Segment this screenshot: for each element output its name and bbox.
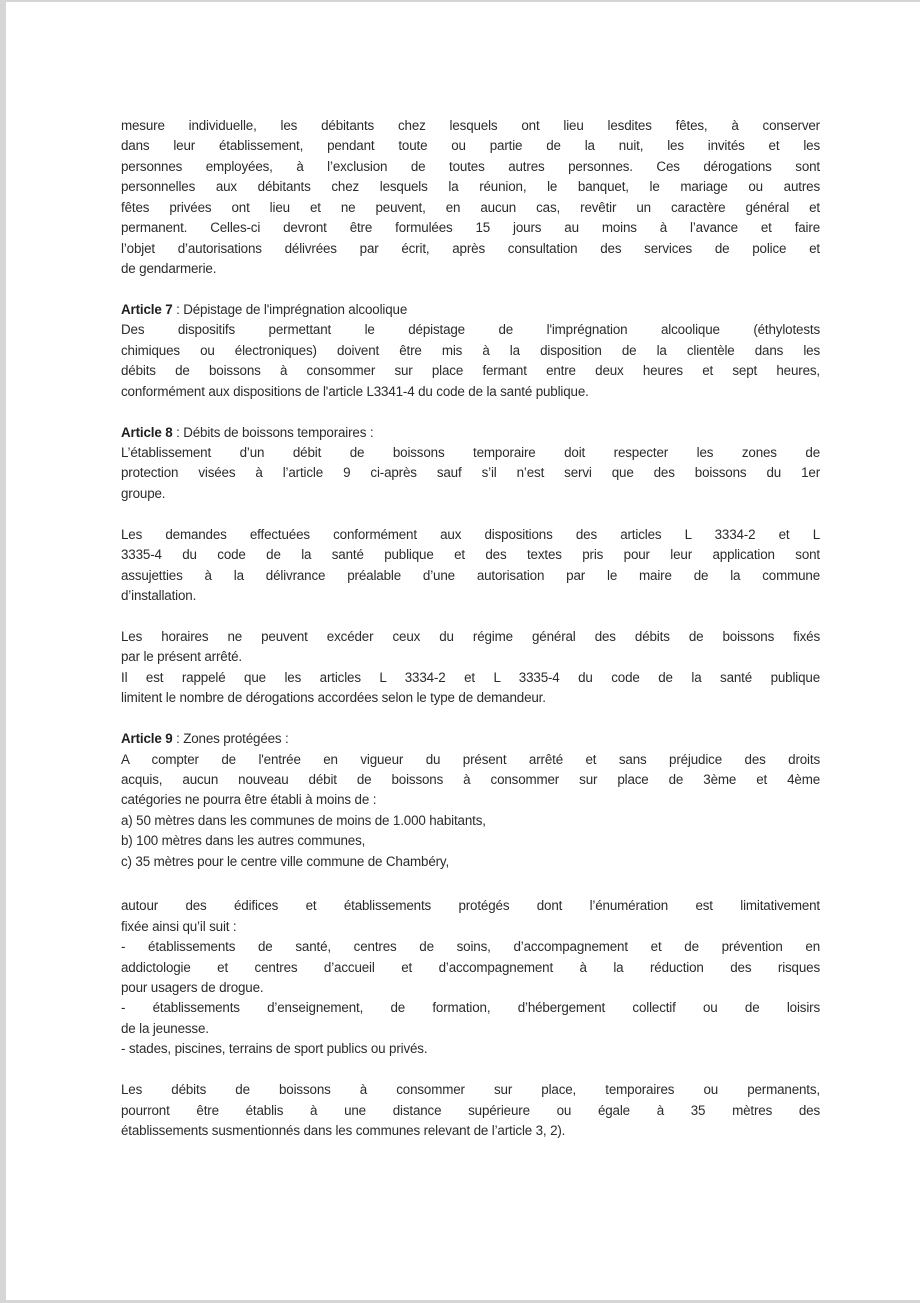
- article-8-heading: [121, 423, 820, 443]
- paragraph-spacer: [121, 402, 820, 422]
- article-7-heading: [121, 300, 820, 320]
- article-8-title: : Débits de boissons temporaires :: [172, 424, 374, 440]
- distance-item: b) 100 mètres dans les autres communes,: [121, 833, 366, 849]
- paragraph-intro: [121, 116, 820, 280]
- text-line: par le présent arrêté.: [121, 649, 243, 665]
- document-body: [121, 116, 820, 1141]
- text-line: A compter de l'entrée en vigueur du présent arrêté et sans préjudice des droits: [121, 751, 820, 767]
- text-line: 3335-4 du code de la santé publique et des textes pris pour leur application sont: [121, 547, 820, 563]
- protected-list-item: de la jeunesse.: [121, 1020, 209, 1036]
- text-line: dans leur établissement, pendant toute ou partie de la nuit, les invités et les: [121, 138, 820, 154]
- text-line: personnelles aux débitants chez lesquels la réunion, le banquet, le mariage ou autres: [121, 179, 820, 195]
- text-line: mesure individuelle, les débitants chez lesquels ont lieu lesdites fêtes, à conserver: [121, 118, 820, 133]
- text-line: limitent le nombre de dérogations accordées selon le type de demandeur.: [121, 690, 546, 706]
- protected-list-item: - établissements d’enseignement, de formation, d’hébergement collectif ou de loisirs: [121, 1000, 820, 1016]
- text-line: autour des édifices et établissements protégés dont l’énumération est limitativement: [121, 898, 820, 914]
- text-line: d’installation.: [121, 588, 197, 604]
- distance-item: c) 35 mètres pour le centre ville commune de Chambéry,: [121, 853, 450, 869]
- protected-list-item: - établissements de santé, centres de soins, d’accompagnement et de prévention en: [121, 939, 820, 955]
- text-line: établissements susmentionnés dans les communes relevant de l’article 3, 2).: [121, 1123, 566, 1138]
- text-line: catégories ne pourra être établi à moins de :: [121, 792, 377, 808]
- text-line: groupe.: [121, 485, 166, 501]
- distance-item: a) 50 mètres dans les communes de moins de 1.000 habitants,: [121, 812, 486, 828]
- article-8-label: Article 8: [121, 424, 173, 440]
- article-9-title: : Zones protégées :: [172, 731, 289, 747]
- text-line: fixée ainsi qu’il suit :: [121, 918, 237, 934]
- document-page: [6, 2, 920, 1300]
- protected-list-item: addictologie et centres d’accueil et d’accompagnement à la réduction des risques: [121, 959, 820, 975]
- text-line: L’établissement d’un débit de boissons temporaire doit respecter les zones de: [121, 445, 820, 460]
- protected-list-item: - stades, piscines, terrains de sport publics ou privés.: [121, 1041, 428, 1057]
- text-line: conformément aux dispositions de l'article L3341-4 du code de la santé publique.: [121, 383, 589, 399]
- paragraph-spacer: [121, 1060, 820, 1080]
- text-line: permanent. Celles-ci devront être formulées 15 jours au moins à l’avance et faire: [121, 220, 820, 236]
- paragraph-spacer: [121, 607, 820, 627]
- article-8: [121, 423, 820, 709]
- article-9-heading: [121, 729, 820, 749]
- protected-list-item: pour usagers de drogue.: [121, 979, 264, 995]
- article-7-label: Article 7: [121, 301, 173, 317]
- paragraph-spacer: [121, 280, 820, 300]
- text-line: de gendarmerie.: [121, 261, 217, 277]
- text-line: l’objet d’autorisations délivrées par écrit, après consultation des services de police et: [121, 240, 820, 256]
- article-9-label: Article 9: [121, 731, 173, 747]
- text-line: personnes employées, à l’exclusion de toutes autres personnes. Ces dérogations sont: [121, 158, 820, 174]
- text-line: Les demandes effectuées conformément aux dispositions des articles L 3334-2 et L: [121, 526, 820, 542]
- text-line: Les horaires ne peuvent excéder ceux du régime général des débits de boissons fixés: [121, 628, 820, 644]
- article-7: [121, 300, 820, 402]
- text-line: pourront être établis à une distance supérieure ou égale à 35 mètres des: [121, 1102, 820, 1118]
- text-line: protection visées à l’article 9 ci-après sauf s’il n’est servi que des boissons du 1er: [121, 465, 820, 481]
- text-line: fêtes privées ont lieu et ne peuvent, en aucun cas, revêtir un caractère général et: [121, 199, 820, 215]
- article-9: [121, 729, 820, 1141]
- text-line: chimiques ou électroniques) doivent être mis à la disposition de la clientèle dans les: [121, 342, 820, 358]
- paragraph-spacer: [121, 709, 820, 729]
- text-line: acquis, aucun nouveau débit de boissons à consommer sur place de 3ème et 4ème: [121, 772, 820, 787]
- text-line: Il est rappelé que les articles L 3334-2 et L 3335-4 du code de la santé publique: [121, 669, 820, 685]
- paragraph-spacer: [121, 872, 820, 896]
- text-line: débits de boissons à consommer sur place fermant entre deux heures et sept heures,: [121, 363, 820, 379]
- text-line: assujetties à la délivrance préalable d’une autorisation par le maire de la commune: [121, 567, 820, 583]
- paragraph-spacer: [121, 504, 820, 524]
- article-7-title: : Dépistage de l'imprégnation alcoolique: [172, 301, 408, 317]
- text-line: Les débits de boissons à consommer sur place, temporaires ou permanents,: [121, 1082, 820, 1098]
- text-line: Des dispositifs permettant le dépistage de l'imprégnation alcoolique (éthylotests: [121, 322, 820, 338]
